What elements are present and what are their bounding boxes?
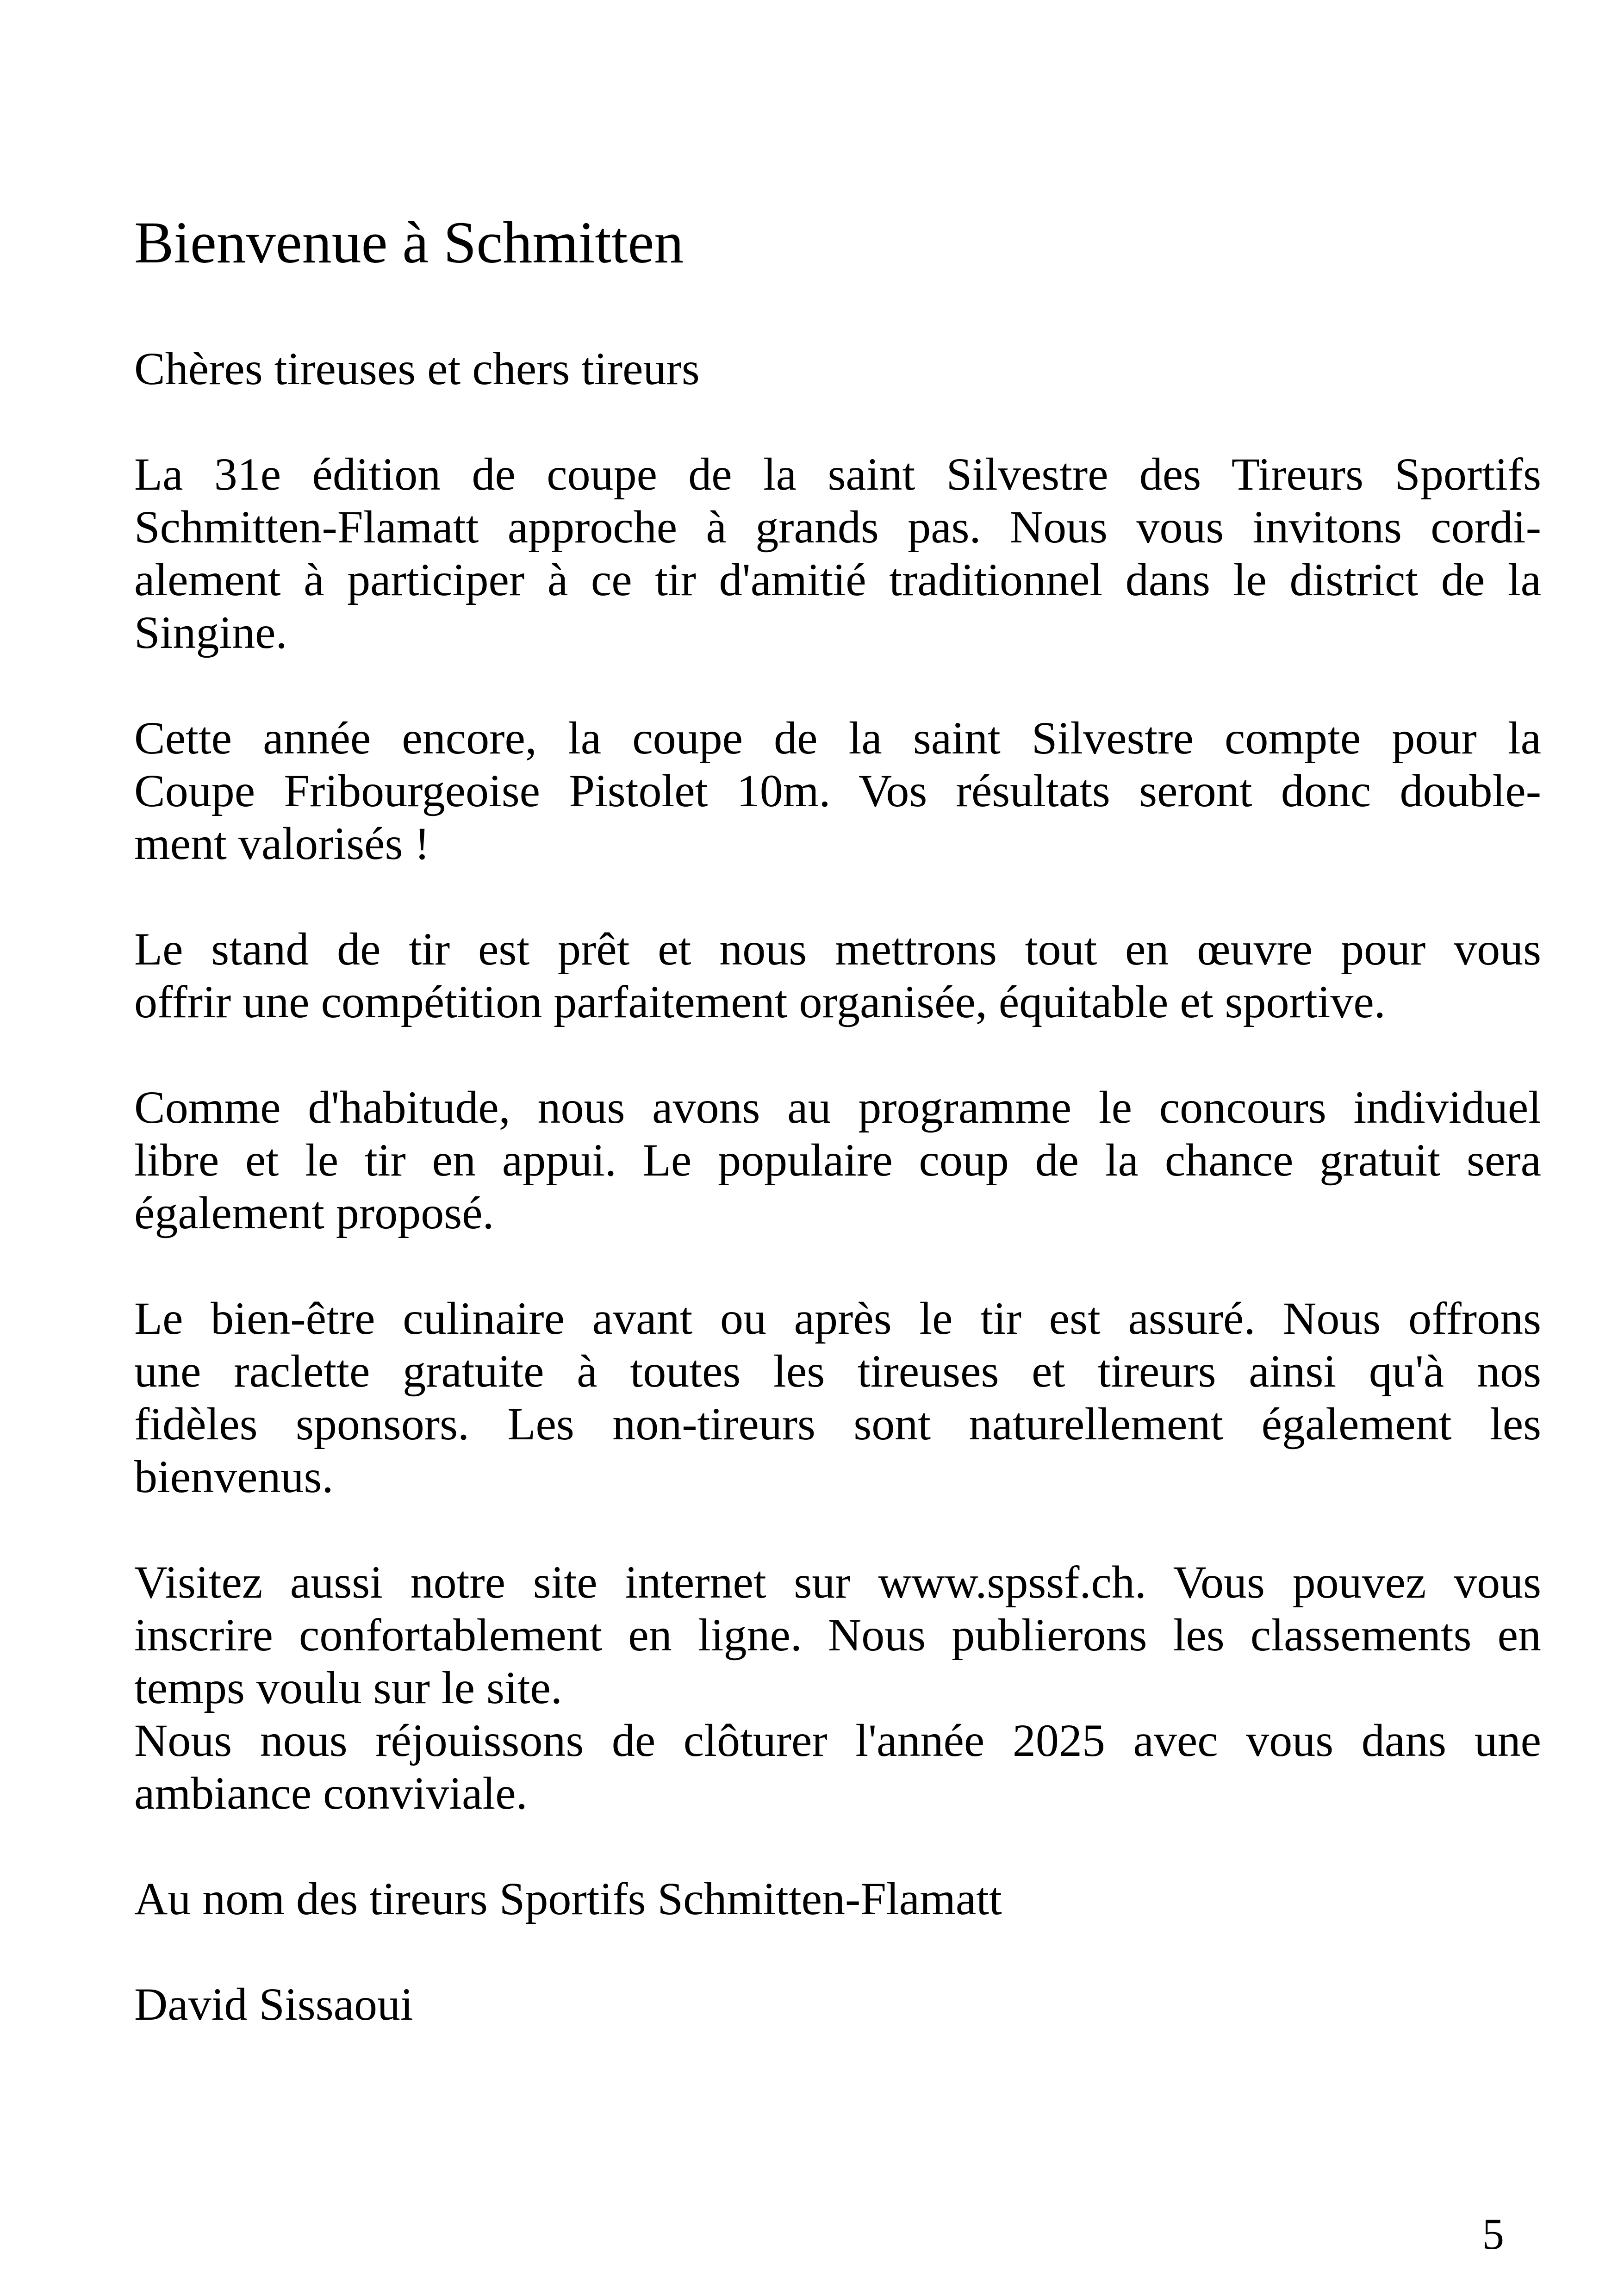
- para-stand-de-tir: [134, 923, 1541, 1028]
- paragraph-line: Visitez aussi notre site internet sur www.spssf.ch. Vous pouvez vous: [134, 1556, 1541, 1608]
- paragraph-line: une raclette gratuite à toutes les tireuses et tireurs ainsi qu'à nos: [134, 1345, 1541, 1397]
- para-cloture-2025: [134, 1714, 1541, 1820]
- paragraph-line: ambiance conviviale.: [134, 1767, 528, 1819]
- paragraph-line: David Sissaoui: [134, 1979, 413, 2030]
- paragraph-line: temps voulu sur le site.: [134, 1662, 562, 1713]
- paragraph-line: inscrire confortablement en ligne. Nous publierons les classements en: [134, 1609, 1541, 1661]
- paragraph-line: Coupe Fribourgeoise Pistolet 10m. Vos résultats seront donc double-: [134, 765, 1541, 816]
- paragraph-line: fidèles sponsors. Les non-tireurs sont naturellement également les: [134, 1398, 1541, 1450]
- signature-name: [134, 1978, 1541, 2031]
- paragraph-line: Le stand de tir est prêt et nous mettrons tout en œuvre pour vous: [134, 923, 1541, 975]
- document-content: [134, 0, 1541, 2084]
- paragraph-line: Cette année encore, la coupe de la saint Silvestre compte pour la: [134, 712, 1541, 764]
- salutation: [134, 342, 1541, 395]
- page-title: Bienvenue à Schmitten: [134, 210, 684, 275]
- para-site-internet: [134, 1556, 1541, 1714]
- paragraph-line: Singine.: [134, 607, 287, 658]
- paragraph-line: également proposé.: [134, 1187, 494, 1238]
- para-coupe-fribourgeoise: [134, 712, 1541, 870]
- paragraph-line: offrir une compétition parfaitement organisée, équitable et sportive.: [134, 976, 1386, 1027]
- paragraph-line: Comme d'habitude, nous avons au programme le concours individuel: [134, 1082, 1541, 1133]
- paragraph-line: libre et le tir en appui. Le populaire coup de la chance gratuit sera: [134, 1134, 1541, 1186]
- document-body: [134, 342, 1541, 2031]
- paragraph-line: alement à participer à ce tir d'amitié traditionnel dans le district de la: [134, 554, 1541, 605]
- paragraph-line: bienvenus.: [134, 1451, 334, 1502]
- paragraph-line: Le bien-être culinaire avant ou après le tir est assuré. Nous offrons: [134, 1293, 1541, 1344]
- page-number: 5: [1482, 2209, 1504, 2259]
- paragraph-line: ment valorisés !: [134, 818, 430, 869]
- signature-organisation: [134, 1873, 1541, 1925]
- paragraph-line: Chères tireuses et chers tireurs: [134, 343, 700, 394]
- para-programme: [134, 1081, 1541, 1239]
- paragraph-line: La 31e édition de coupe de la saint Silvestre des Tireurs Sportifs: [134, 448, 1541, 500]
- paragraph-line: Au nom des tireurs Sportifs Schmitten-Flamatt: [134, 1873, 1002, 1924]
- paragraph-line: Schmitten-Flamatt approche à grands pas. Nous vous invitons cordi-: [134, 501, 1541, 553]
- para-edition: [134, 448, 1541, 659]
- paragraph-line: Nous nous réjouissons de clôturer l'année 2025 avec vous dans une: [134, 1715, 1541, 1766]
- para-raclette: [134, 1292, 1541, 1503]
